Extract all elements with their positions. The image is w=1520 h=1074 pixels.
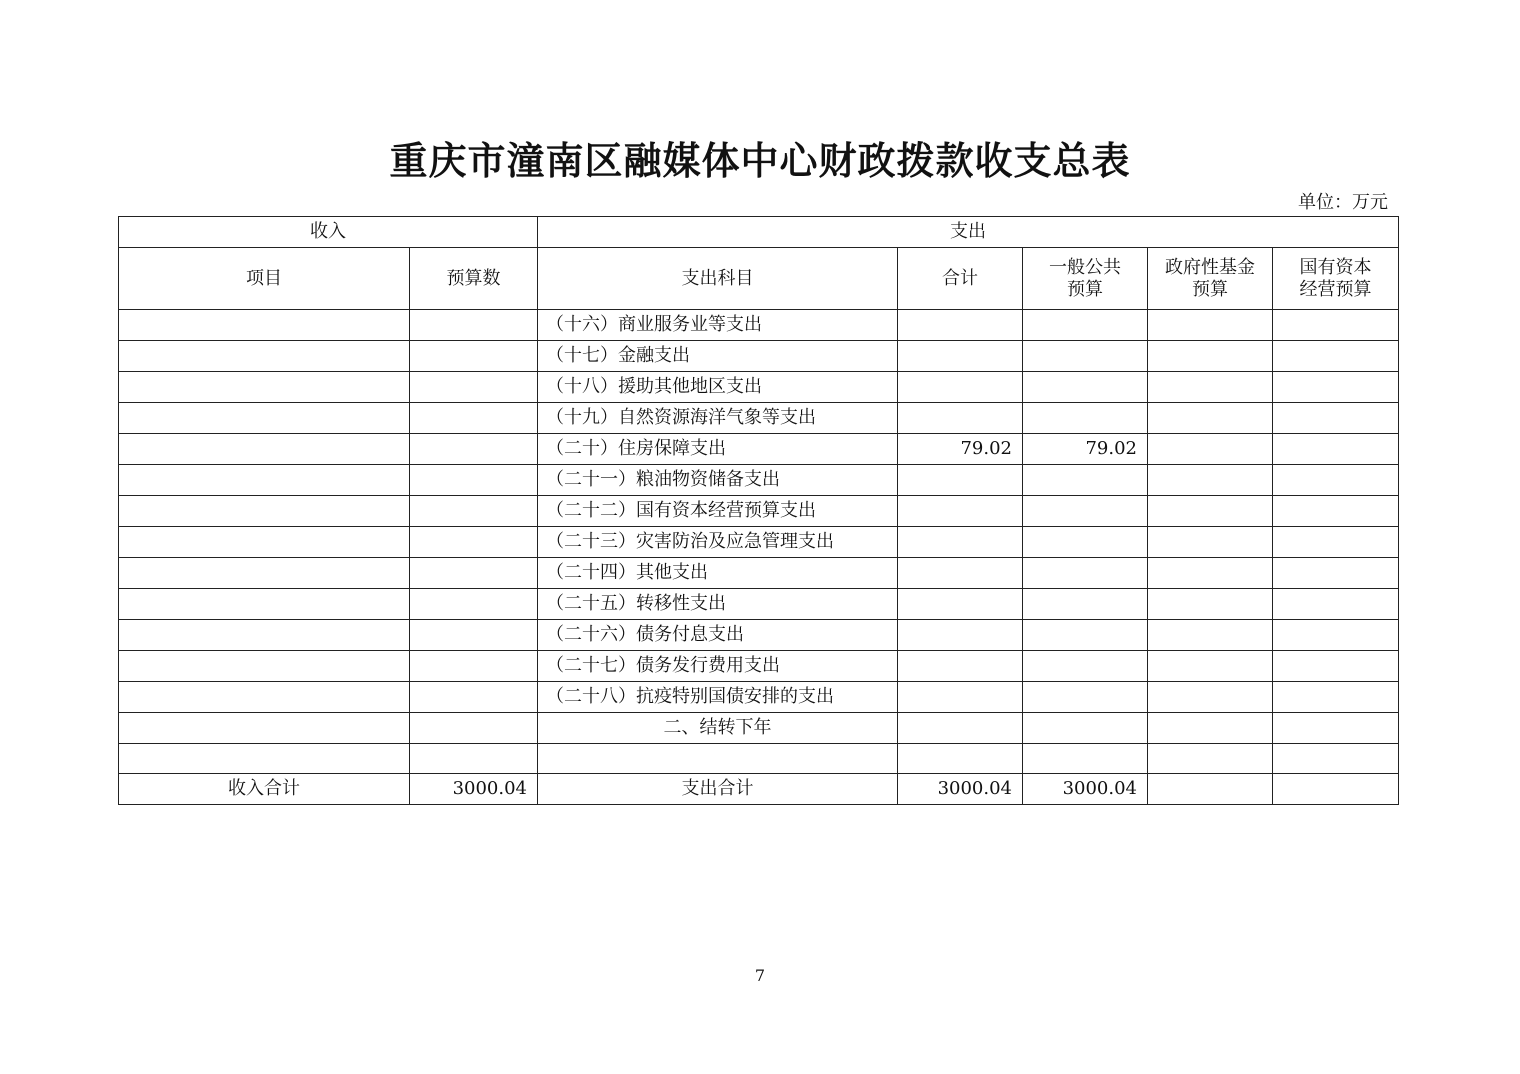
cell-item [119, 527, 410, 558]
cell-fund [1148, 465, 1273, 496]
income-total-label: 收入合计 [119, 774, 410, 805]
cell-total [898, 744, 1023, 774]
header-gov-fund: 政府性基金 预算 [1148, 248, 1273, 310]
cell-item [119, 744, 410, 774]
cell-general [1023, 651, 1148, 682]
table-row [119, 403, 1399, 434]
cell-capital [1273, 651, 1399, 682]
cell-total [898, 341, 1023, 372]
cell-budget [410, 403, 538, 434]
cell-general [1023, 403, 1148, 434]
table-row [119, 589, 1399, 620]
cell-subject: （十七）金融支出 [538, 341, 898, 372]
cell-total [898, 713, 1023, 744]
income-total-value: 3000.04 [410, 774, 538, 805]
cell-subject: （二十四）其他支出 [538, 558, 898, 589]
cell-item [119, 465, 410, 496]
cell-capital [1273, 558, 1399, 589]
cell-fund [1148, 372, 1273, 403]
header-total: 合计 [898, 248, 1023, 310]
header-budget: 预算数 [410, 248, 538, 310]
cell-budget [410, 620, 538, 651]
expense-total-label: 支出合计 [538, 774, 898, 805]
cell-budget [410, 682, 538, 713]
cell-general [1023, 558, 1148, 589]
cell-general [1023, 744, 1148, 774]
cell-subject: （二十五）转移性支出 [538, 589, 898, 620]
cell-capital [1273, 465, 1399, 496]
cell-fund [1148, 341, 1273, 372]
cell-budget [410, 651, 538, 682]
table-row [119, 713, 1399, 744]
cell-subject: （二十八）抗疫特别国债安排的支出 [538, 682, 898, 713]
cell-total [898, 527, 1023, 558]
cell-general [1023, 527, 1148, 558]
header-item: 项目 [119, 248, 410, 310]
header-row-1 [119, 217, 1399, 248]
cell-fund [1148, 682, 1273, 713]
cell-total: 79.02 [898, 434, 1023, 465]
cell-budget [410, 496, 538, 527]
table-row [119, 651, 1399, 682]
cell-subject: （二十）住房保障支出 [538, 434, 898, 465]
unit-label: 单位：万元 [1298, 192, 1388, 213]
cell-capital [1273, 589, 1399, 620]
cell-item [119, 403, 410, 434]
cell-capital [1273, 620, 1399, 651]
cell-total [898, 310, 1023, 341]
cell-general [1023, 310, 1148, 341]
header-expense-subject: 支出科目 [538, 248, 898, 310]
cell-subject: （十六）商业服务业等支出 [538, 310, 898, 341]
cell-budget [410, 434, 538, 465]
cell-subject [538, 744, 898, 774]
cell-item [119, 372, 410, 403]
table-row [119, 434, 1399, 465]
cell-general [1023, 589, 1148, 620]
cell-item [119, 682, 410, 713]
totals-row [119, 774, 1399, 805]
cell-item [119, 341, 410, 372]
cell-item [119, 558, 410, 589]
cell-subject: （二十一）粮油物资储备支出 [538, 465, 898, 496]
cell-fund [1148, 589, 1273, 620]
cell-capital [1273, 372, 1399, 403]
cell-capital [1273, 341, 1399, 372]
table-row [119, 310, 1399, 341]
cell-capital [1273, 744, 1399, 774]
page-title: 重庆市潼南区融媒体中心财政拨款收支总表 [389, 138, 1131, 183]
cell-total [898, 651, 1023, 682]
cell-capital [1273, 310, 1399, 341]
table-row [119, 341, 1399, 372]
cell-budget [410, 589, 538, 620]
expense-fund-total [1148, 774, 1273, 805]
cell-general [1023, 465, 1148, 496]
expense-total-value: 3000.04 [898, 774, 1023, 805]
cell-total [898, 558, 1023, 589]
cell-item [119, 651, 410, 682]
cell-fund [1148, 744, 1273, 774]
cell-total [898, 496, 1023, 527]
cell-fund [1148, 434, 1273, 465]
cell-capital [1273, 403, 1399, 434]
cell-fund [1148, 651, 1273, 682]
header-general-public: 一般公共 预算 [1023, 248, 1148, 310]
cell-budget [410, 310, 538, 341]
cell-item [119, 713, 410, 744]
header-state-capital: 国有资本 经营预算 [1273, 248, 1399, 310]
header-expense: 支出 [538, 217, 1399, 248]
cell-subject: （十九）自然资源海洋气象等支出 [538, 403, 898, 434]
cell-budget [410, 558, 538, 589]
cell-capital [1273, 682, 1399, 713]
cell-fund [1148, 496, 1273, 527]
table-row [119, 465, 1399, 496]
cell-general [1023, 341, 1148, 372]
cell-general [1023, 682, 1148, 713]
cell-item [119, 434, 410, 465]
cell-fund [1148, 403, 1273, 434]
cell-budget [410, 465, 538, 496]
cell-subject: （二十二）国有资本经营预算支出 [538, 496, 898, 527]
header-row-2 [119, 248, 1399, 310]
table-row [119, 744, 1399, 774]
cell-item [119, 589, 410, 620]
table-row [119, 682, 1399, 713]
cell-general [1023, 713, 1148, 744]
cell-capital [1273, 713, 1399, 744]
cell-subject: （二十六）债务付息支出 [538, 620, 898, 651]
expense-general-total: 3000.04 [1023, 774, 1148, 805]
cell-capital [1273, 496, 1399, 527]
page-number: 7 [754, 966, 766, 985]
cell-item [119, 620, 410, 651]
cell-total [898, 403, 1023, 434]
table-row [119, 620, 1399, 651]
table-row [119, 527, 1399, 558]
cell-subject: （二十七）债务发行费用支出 [538, 651, 898, 682]
cell-general: 79.02 [1023, 434, 1148, 465]
cell-budget [410, 372, 538, 403]
cell-total [898, 620, 1023, 651]
cell-total [898, 682, 1023, 713]
cell-capital [1273, 527, 1399, 558]
cell-total [898, 372, 1023, 403]
cell-fund [1148, 558, 1273, 589]
cell-budget [410, 527, 538, 558]
cell-total [898, 465, 1023, 496]
cell-fund [1148, 620, 1273, 651]
budget-table [118, 216, 1399, 805]
cell-total [898, 589, 1023, 620]
table-row [119, 558, 1399, 589]
cell-fund [1148, 713, 1273, 744]
cell-general [1023, 372, 1148, 403]
cell-subject: （二十三）灾害防治及应急管理支出 [538, 527, 898, 558]
cell-budget [410, 744, 538, 774]
cell-general [1023, 620, 1148, 651]
cell-capital [1273, 434, 1399, 465]
table-row [119, 372, 1399, 403]
header-income: 收入 [119, 217, 538, 248]
cell-budget [410, 341, 538, 372]
cell-general [1023, 496, 1148, 527]
cell-item [119, 310, 410, 341]
table-row [119, 496, 1399, 527]
cell-fund [1148, 310, 1273, 341]
cell-fund [1148, 527, 1273, 558]
cell-item [119, 496, 410, 527]
cell-subject: （十八）援助其他地区支出 [538, 372, 898, 403]
cell-subject: 二、结转下年 [538, 713, 898, 744]
cell-budget [410, 713, 538, 744]
expense-capital-total [1273, 774, 1399, 805]
